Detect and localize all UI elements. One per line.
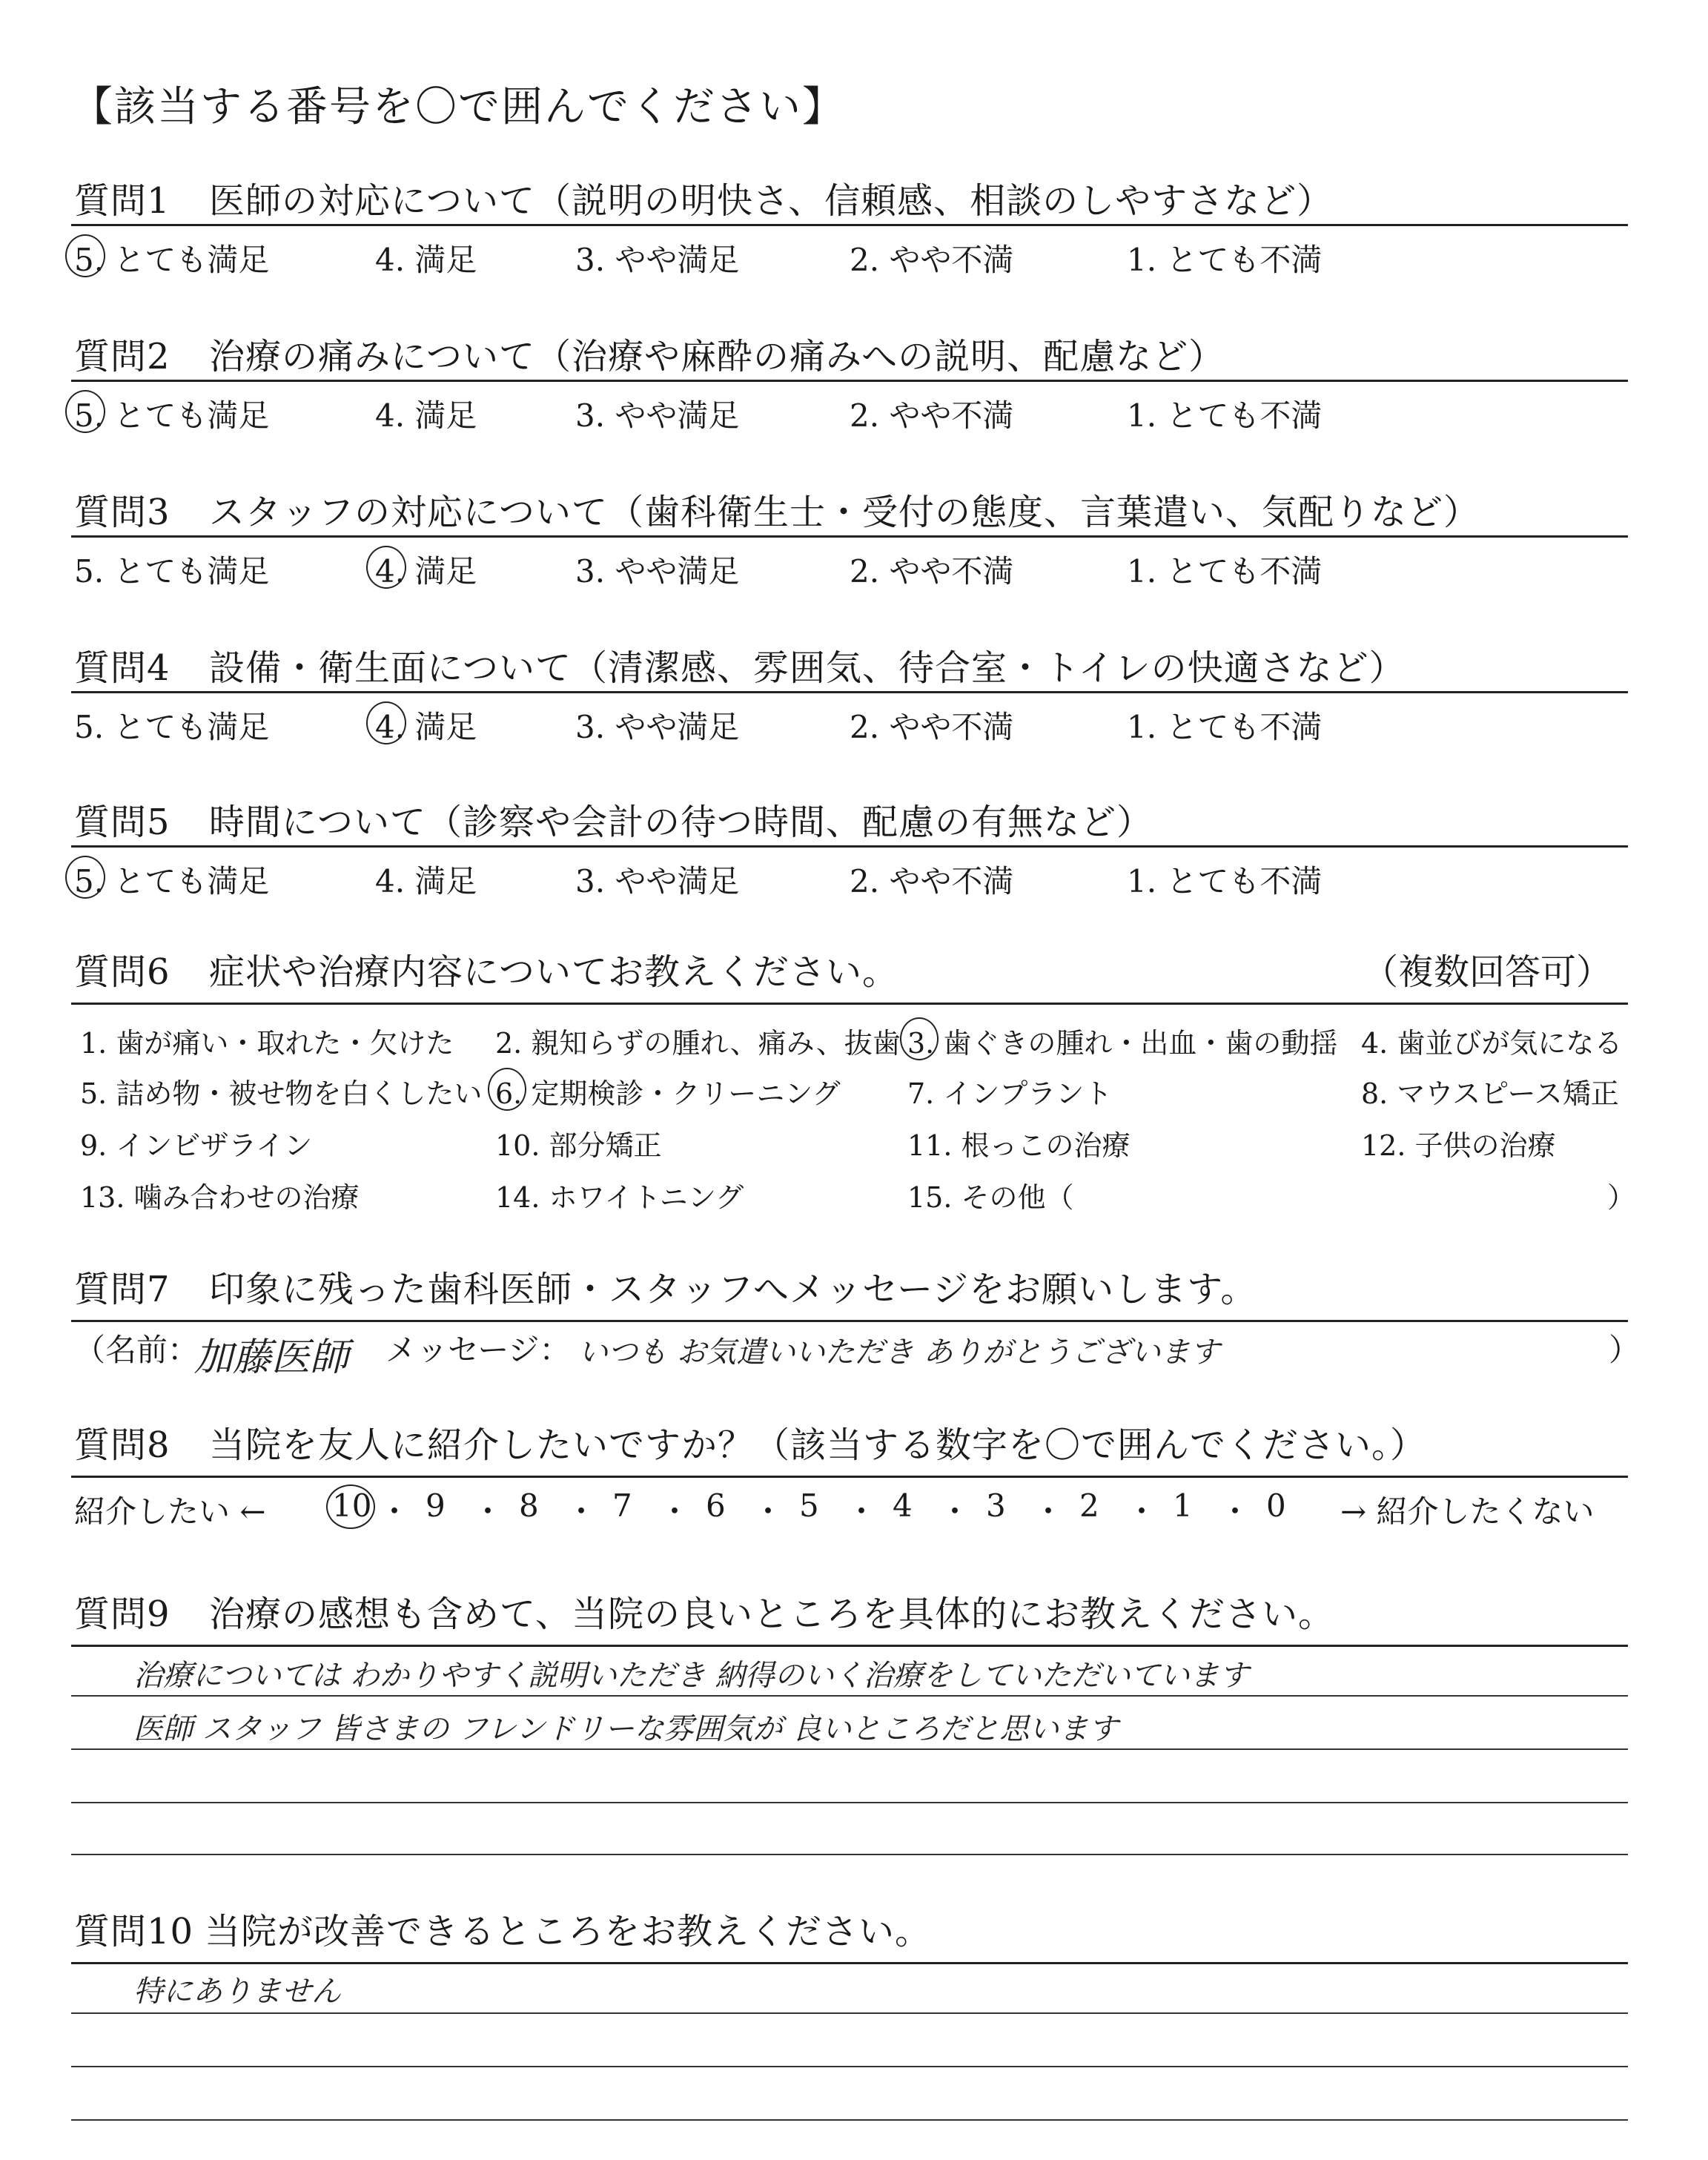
scale-separator: ・ — [472, 1493, 504, 1530]
name-label: （名前： — [74, 1332, 199, 1368]
selection-circle — [65, 856, 105, 899]
rating-option-4[interactable]: 4. 満足 — [375, 242, 477, 278]
rating-option-3[interactable]: 3. やや満足 — [575, 709, 740, 745]
scale-value-10[interactable]: 10 — [332, 1487, 372, 1524]
scale-value-6[interactable]: 6 — [706, 1487, 726, 1524]
question-text: 治療の感想も含めて、当院の良いところを具体的にお教えください。 — [209, 1593, 1335, 1635]
question-underline — [71, 1003, 1628, 1005]
rating-option-3[interactable]: 3. やや満足 — [575, 553, 740, 589]
rating-option-2[interactable]: 2. やや不満 — [850, 397, 1014, 434]
rating-option-2[interactable]: 2. やや不満 — [850, 553, 1014, 589]
selection-circle — [65, 390, 105, 433]
treatment-option-15[interactable]: 15. その他（ — [907, 1181, 1074, 1214]
rating-option-1[interactable]: 1. とても不満 — [1127, 709, 1323, 745]
treatment-option-4[interactable]: 4. 歯並びが気になる — [1361, 1027, 1623, 1060]
question-number: 質問9 — [74, 1593, 171, 1635]
scale-value-3[interactable]: 3 — [986, 1487, 1006, 1524]
treatment-option-5[interactable]: 5. 詰め物・被せ物を白くしたい — [80, 1077, 483, 1110]
close-paren: ） — [1609, 1332, 1641, 1368]
answer-line-1[interactable]: 治療については わかりやすく説明いただき 納得のいく治療をしていただいています — [133, 1659, 1249, 1693]
treatment-option-10[interactable]: 10. 部分矯正 — [495, 1129, 662, 1162]
answer-line-2[interactable]: 医師 スタッフ 皆さまの フレンドリーな雰囲気が 良いところだと思います — [133, 1712, 1119, 1746]
rating-option-4[interactable]: 4. 満足 — [375, 553, 477, 589]
answer-line-1[interactable]: 特にありません — [133, 1975, 341, 2009]
rating-option-1[interactable]: 1. とても不満 — [1127, 863, 1323, 899]
rating-option-5[interactable]: 5. とても満足 — [74, 709, 270, 745]
question-number: 質問10 — [74, 1911, 194, 1952]
scale-value-0[interactable]: 0 — [1266, 1487, 1286, 1524]
question-number: 質問6 — [74, 951, 171, 993]
question-text: 医師の対応について（説明の明快さ、信頼感、相談のしやすさなど） — [209, 180, 1334, 222]
rating-option-3[interactable]: 3. やや満足 — [575, 863, 740, 899]
selection-circle — [65, 234, 105, 277]
rating-option-4[interactable]: 4. 満足 — [375, 709, 477, 745]
rating-option-4[interactable]: 4. 満足 — [375, 397, 477, 434]
selection-circle — [326, 1484, 375, 1529]
scale-value-2[interactable]: 2 — [1079, 1487, 1099, 1524]
scale-value-1[interactable]: 1 — [1173, 1487, 1193, 1524]
selection-circle — [488, 1068, 526, 1111]
form-instruction: 【該当する番号を〇で囲んでください】 — [71, 83, 845, 131]
question-number: 質問2 — [74, 336, 171, 377]
rating-option-2[interactable]: 2. やや不満 — [850, 863, 1014, 899]
question-text: 治療の痛みについて（治療や麻酔の痛みへの説明、配慮など） — [209, 336, 1225, 377]
scale-separator: ・ — [1219, 1493, 1251, 1530]
question-text: 印象に残った歯科医師・スタッフへメッセージをお願いします。 — [209, 1269, 1257, 1310]
rating-option-5[interactable]: 5. とても満足 — [74, 863, 270, 899]
question-text: 当院が改善できるところをお教えください。 — [205, 1911, 932, 1952]
answer-line — [71, 2066, 1628, 2067]
rating-option-3[interactable]: 3. やや満足 — [575, 397, 740, 434]
rating-option-1[interactable]: 1. とても不満 — [1127, 242, 1323, 278]
question-number: 質問1 — [74, 180, 171, 222]
treatment-option-8[interactable]: 8. マウスピース矯正 — [1361, 1077, 1619, 1110]
scale-left-label: 紹介したい ← — [74, 1493, 266, 1530]
treatment-option-7[interactable]: 7. インプラント — [907, 1077, 1113, 1110]
question-number: 質問3 — [74, 492, 171, 533]
answer-line — [71, 2012, 1628, 2014]
scale-value-8[interactable]: 8 — [519, 1487, 539, 1524]
scale-separator: ・ — [379, 1493, 411, 1530]
scale-value-9[interactable]: 9 — [426, 1487, 446, 1524]
question-number: 質問5 — [74, 802, 171, 843]
message-value[interactable]: いつも お気遣いいただき ありがとうございます — [578, 1335, 1220, 1370]
other-close-paren: ） — [1607, 1181, 1636, 1214]
question-underline — [71, 1320, 1628, 1322]
answer-line — [71, 2119, 1628, 2121]
rating-option-2[interactable]: 2. やや不満 — [850, 242, 1014, 278]
scale-separator: ・ — [566, 1493, 598, 1530]
question-underline — [71, 224, 1628, 226]
selection-circle — [366, 701, 406, 744]
question-underline — [71, 1645, 1628, 1647]
scale-value-4[interactable]: 4 — [893, 1487, 913, 1524]
treatment-option-11[interactable]: 11. 根っこの治療 — [907, 1129, 1131, 1162]
question-number: 質問8 — [74, 1424, 171, 1466]
rating-option-1[interactable]: 1. とても不満 — [1127, 397, 1323, 434]
scale-separator: ・ — [752, 1493, 784, 1530]
multiple-answer-note: （複数回答可） — [1363, 951, 1612, 993]
treatment-option-12[interactable]: 12. 子供の治療 — [1361, 1129, 1556, 1162]
answer-line — [71, 1695, 1628, 1697]
scale-value-7[interactable]: 7 — [612, 1487, 632, 1524]
question-text: 時間について（診察や会計の待つ時間、配慮の有無など） — [209, 802, 1153, 843]
scale-separator: ・ — [659, 1493, 691, 1530]
question-underline — [71, 380, 1628, 382]
treatment-option-1[interactable]: 1. 歯が痛い・取れた・欠けた — [80, 1027, 454, 1060]
question-number: 質問7 — [74, 1269, 171, 1310]
question-underline — [71, 1962, 1628, 1964]
question-underline — [71, 1476, 1628, 1478]
name-value[interactable]: 加藤医師 — [194, 1335, 349, 1380]
question-text: 当院を友人に紹介したいですか？（該当する数字を〇で囲んでください。） — [209, 1424, 1427, 1466]
treatment-option-6[interactable]: 6. 定期検診・クリーニング — [495, 1077, 841, 1110]
question-text: スタッフの対応について（歯科衛生士・受付の態度、言葉遣い、気配りなど） — [209, 492, 1480, 533]
answer-line — [71, 1748, 1628, 1750]
question-underline — [71, 535, 1628, 538]
answer-line — [71, 1802, 1628, 1803]
rating-option-2[interactable]: 2. やや不満 — [850, 709, 1014, 745]
answer-line — [71, 1854, 1628, 1855]
scale-value-5[interactable]: 5 — [799, 1487, 819, 1524]
scale-separator: ・ — [1033, 1493, 1065, 1530]
treatment-option-14[interactable]: 14. ホワイトニング — [495, 1181, 744, 1214]
scale-separator: ・ — [939, 1493, 971, 1530]
rating-option-3[interactable]: 3. やや満足 — [575, 242, 740, 278]
rating-option-5[interactable]: 5. とても満足 — [74, 553, 270, 589]
scale-separator: ・ — [1126, 1493, 1158, 1530]
treatment-option-9[interactable]: 9. インビザライン — [80, 1129, 313, 1162]
question-underline — [71, 845, 1628, 848]
scale-separator: ・ — [846, 1493, 878, 1530]
rating-option-5[interactable]: 5. とても満足 — [74, 242, 270, 278]
scale-right-label: → 紹介したくない — [1340, 1493, 1595, 1530]
treatment-option-2[interactable]: 2. 親知らずの腫れ、痛み、抜歯 — [495, 1027, 901, 1060]
rating-option-1[interactable]: 1. とても不満 — [1127, 553, 1323, 589]
selection-circle — [366, 546, 406, 589]
question-number: 質問4 — [74, 647, 171, 689]
message-label: メッセージ： — [385, 1332, 571, 1368]
rating-option-5[interactable]: 5. とても満足 — [74, 397, 270, 434]
treatment-option-13[interactable]: 13. 噛み合わせの治療 — [80, 1181, 360, 1214]
selection-circle — [900, 1017, 939, 1060]
rating-option-4[interactable]: 4. 満足 — [375, 863, 477, 899]
question-text: 症状や治療内容についてお教えください。 — [209, 951, 899, 993]
question-text: 設備・衛生面について（清潔感、雰囲気、待合室・トイレの快適さなど） — [209, 647, 1406, 689]
treatment-option-3[interactable]: 3. 歯ぐきの腫れ・出血・歯の動揺 — [907, 1027, 1338, 1060]
question-underline — [71, 691, 1628, 693]
